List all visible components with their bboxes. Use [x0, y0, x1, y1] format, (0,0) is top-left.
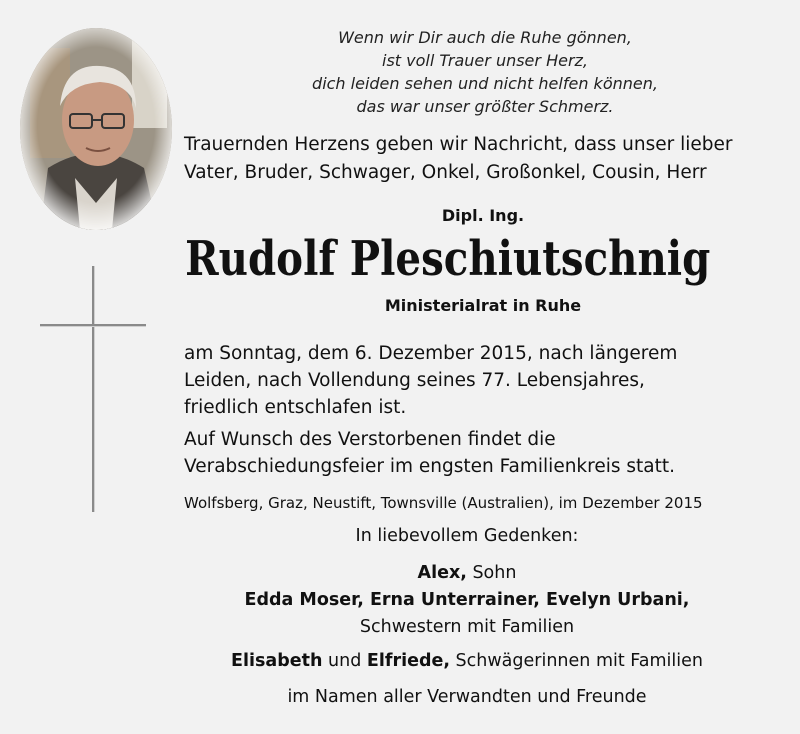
place-date: Wolfsberg, Graz, Neustift, Townsville (Australien), im Dezember 2015 [184, 494, 703, 512]
ceremony-line: Auf Wunsch des Verstorbenen findet die [184, 429, 556, 450]
ceremony-notice [184, 426, 784, 480]
intro-line: Vater, Bruder, Schwager, Onkel, Großonkel, Cousin, Herr [184, 162, 707, 183]
poem [280, 26, 690, 118]
sil-and: und [322, 651, 367, 671]
intro-line: Trauernden Herzens geben wir Nachricht, dass unser lieber [184, 134, 733, 155]
sisters-names: Edda Moser, Erna Unterrainer, Evelyn Urbani, [244, 590, 690, 610]
poem-line: Wenn wir Dir auch die Ruhe gönnen, [338, 28, 632, 47]
academic-title: Dipl. Ing. [441, 206, 525, 225]
intro-text [184, 131, 784, 187]
portrait-photo [20, 28, 172, 230]
sil-role: Schwägerinnen mit Familien [449, 651, 703, 671]
portrait-image [20, 28, 172, 230]
son-role: Sohn [466, 563, 517, 583]
ceremony-line: Verabschiedungsfeier im engsten Familienkreis statt. [184, 456, 675, 477]
mourner-son [167, 560, 767, 586]
sisters-role: Schwestern mit Familien [359, 617, 575, 637]
mourner-sisters-in-law [167, 648, 767, 674]
sil-name-2: Elfriede, [366, 651, 450, 671]
poem-line: ist voll Trauer unser Herz, [382, 51, 588, 70]
professional-title: Ministerialrat in Ruhe [384, 296, 582, 315]
closing-line: im Namen aller Verwandten und Freunde [287, 687, 647, 707]
sil-name-1: Elisabeth [231, 651, 323, 671]
death-notice [184, 340, 784, 421]
death-notice-line: am Sonntag, dem 6. Dezember 2015, nach längerem [184, 343, 678, 364]
deceased-name: Rudolf Pleschiutschnig [185, 231, 711, 287]
memorial-line: In liebevollem Gedenken: [355, 526, 579, 546]
death-notice-line: Leiden, nach Vollendung seines 77. Lebensjahres, [184, 370, 645, 391]
poem-line: dich leiden sehen und nicht helfen können, [312, 74, 658, 93]
death-notice-line: friedlich entschlafen ist. [184, 397, 407, 418]
poem-line: das war unser größter Schmerz. [356, 97, 614, 116]
mourner-sisters [167, 587, 767, 613]
son-name: Alex, [417, 563, 467, 583]
